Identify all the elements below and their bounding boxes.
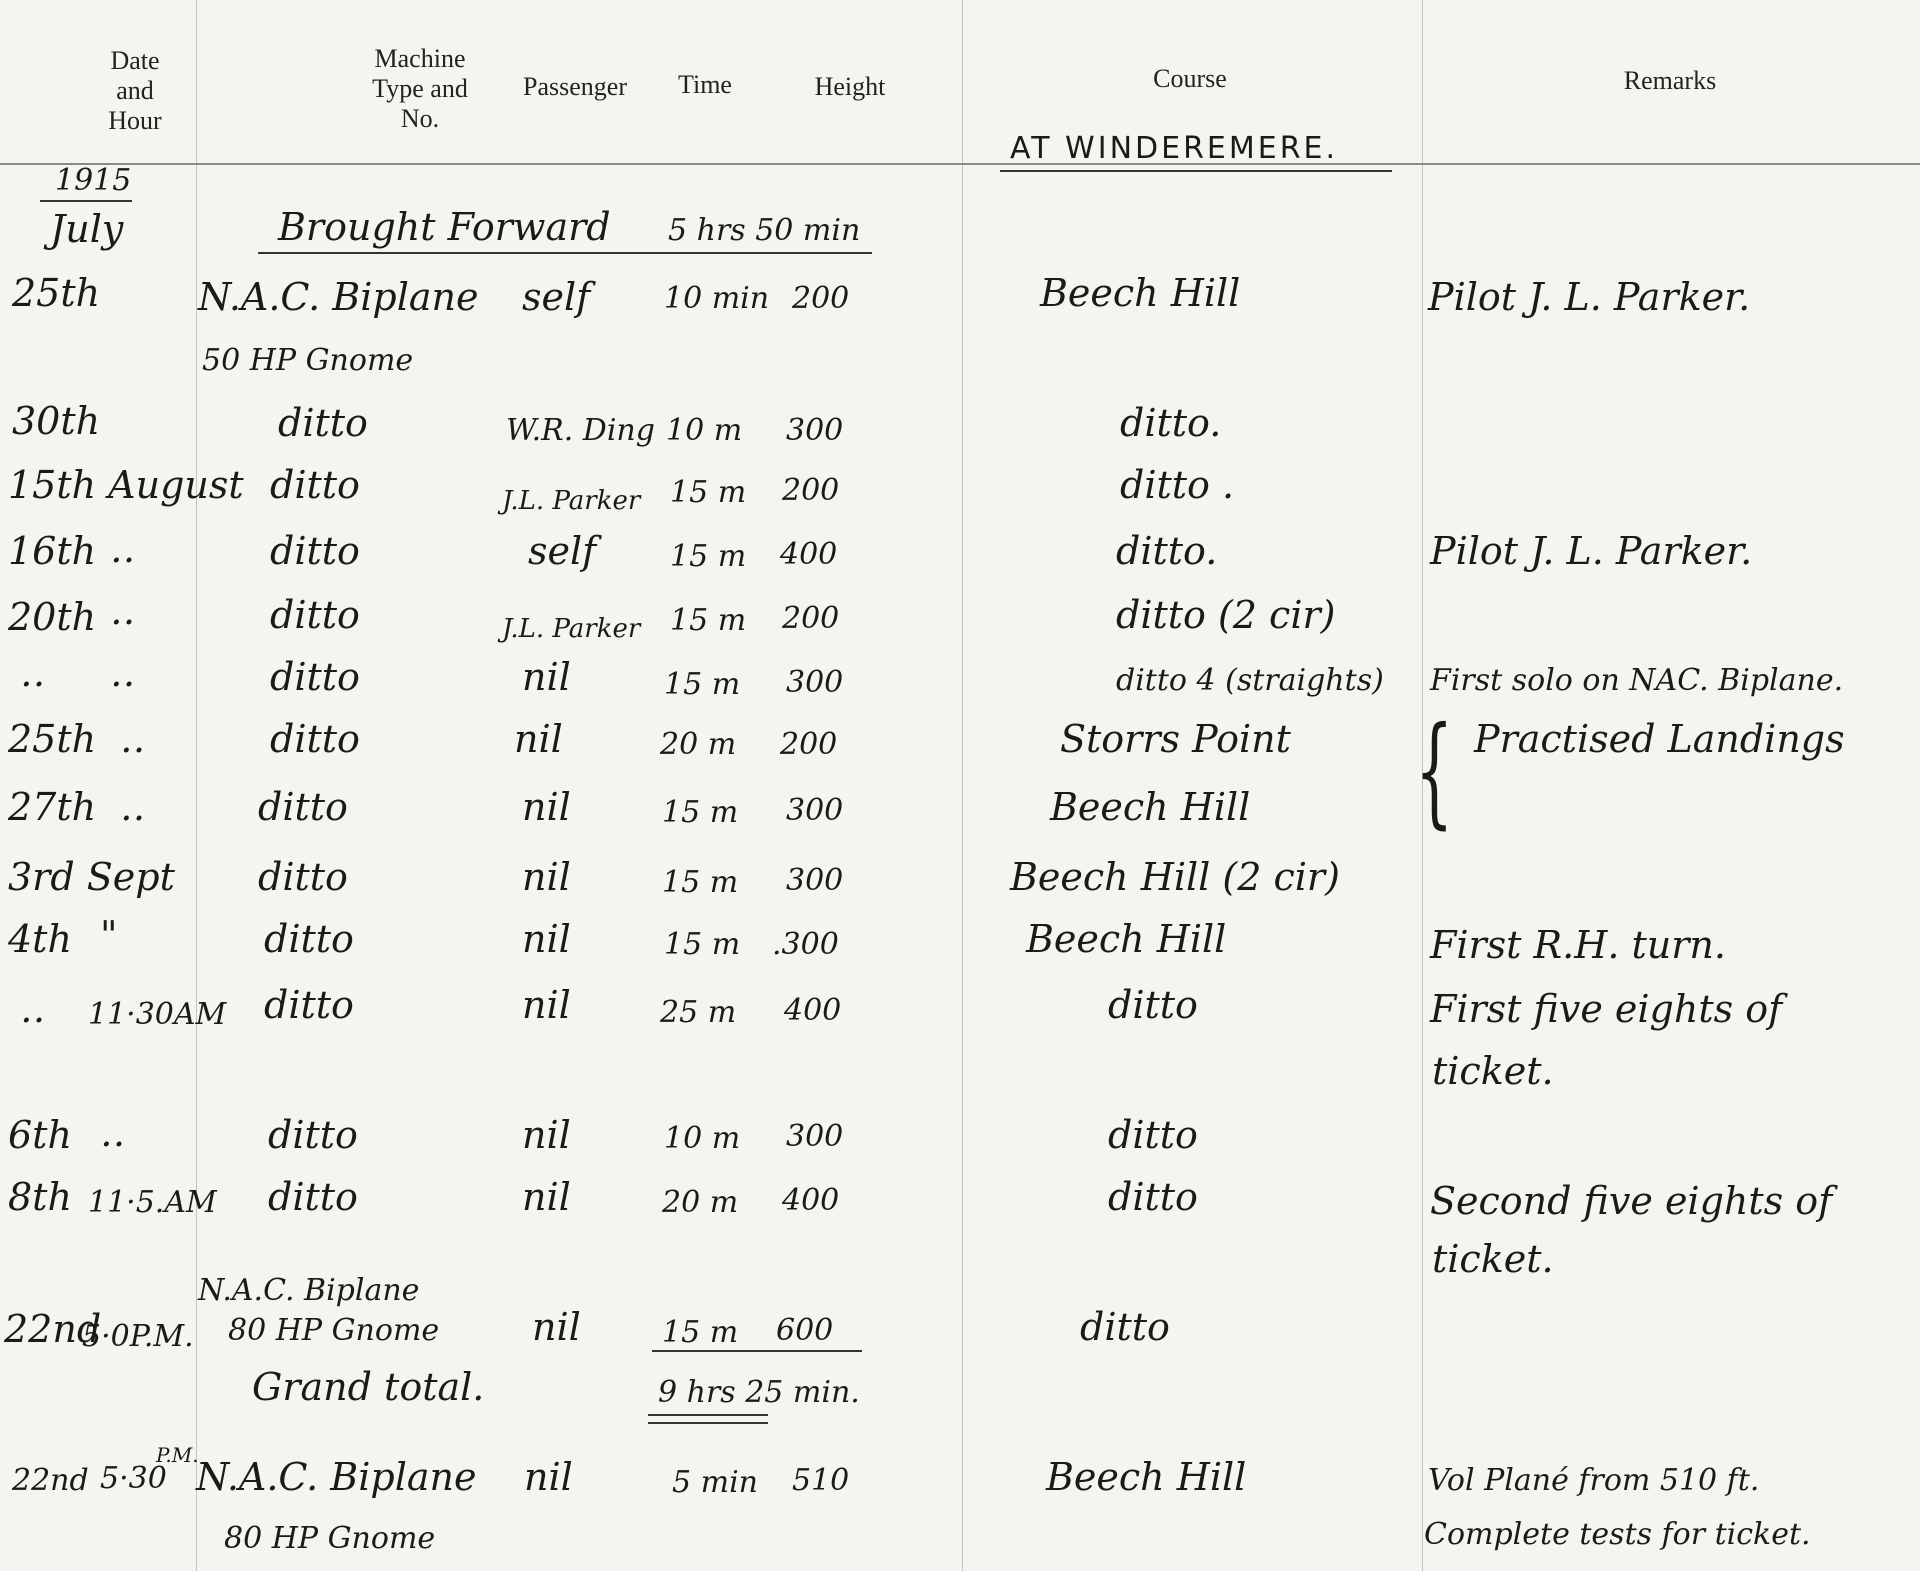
row-6-remarks: First solo on NAC. Biplane. <box>1430 663 1844 698</box>
row-4-remarks: Pilot J. L. Parker. <box>1430 529 1753 573</box>
row-13-passenger: nil <box>522 1175 571 1219</box>
row-12-hour: ‥ <box>100 1111 126 1155</box>
row-4-hour: ‥ <box>110 527 136 571</box>
row-5-course: ditto (2 cir) <box>1116 593 1336 637</box>
time-sum-underline <box>652 1350 862 1352</box>
row-3-machine: ditto <box>270 463 360 507</box>
row-2-machine: ditto <box>278 401 368 445</box>
row-9-date: 3rd Sept <box>8 855 175 899</box>
row-7-passenger: nil <box>514 717 563 761</box>
row-6-course: ditto 4 (straights) <box>1116 663 1384 698</box>
row-1-time: 10 min <box>664 281 770 316</box>
row-8-hour: ‥ <box>120 785 146 829</box>
row-4-passenger: self <box>528 529 597 573</box>
final-row-date: 22nd <box>12 1463 89 1498</box>
row-3-time: 15 m <box>670 475 747 510</box>
column-divider-left <box>196 0 197 1571</box>
row-10-time: 15 m <box>664 927 741 962</box>
row-4-time: 15 m <box>670 539 747 574</box>
row-11-passenger: nil <box>522 983 571 1027</box>
row-2-height: 300 <box>786 413 844 448</box>
row-6-passenger: nil <box>522 655 571 699</box>
row-8-passenger: nil <box>522 785 571 829</box>
row-5-machine: ditto <box>270 593 360 637</box>
row-8-time: 15 m <box>662 795 739 830</box>
row-13-date: 8th <box>8 1175 72 1219</box>
header-remarks: Remarks <box>1623 66 1717 95</box>
row-10-date: 4th <box>8 917 72 961</box>
header-height: Height <box>814 72 886 101</box>
row-12-time: 10 m <box>664 1121 741 1156</box>
final-row-time: 5 min <box>672 1465 758 1500</box>
row-13-remarks: Second five eights of <box>1430 1179 1833 1223</box>
row-13-height: 400 <box>782 1183 840 1218</box>
row-8-date: 27th <box>8 785 97 829</box>
row-5-date: 20th <box>8 595 97 639</box>
row-10-course: Beech Hill <box>1026 917 1227 961</box>
brought-forward-underline <box>258 252 872 254</box>
row-12-date: 6th <box>8 1113 72 1157</box>
row-6-date: ‥ <box>20 651 46 695</box>
month-label: July <box>50 207 124 251</box>
row-1-course: Beech Hill <box>1040 271 1241 315</box>
row-10-passenger: nil <box>522 917 571 961</box>
header-date: Date and Hour <box>108 46 162 135</box>
row-7-remarks: Practised Landings <box>1474 717 1845 761</box>
row-13-time: 20 m <box>662 1185 739 1220</box>
row-9-passenger: nil <box>522 855 571 899</box>
row-13-course: ditto <box>1108 1175 1198 1219</box>
row-9-course: Beech Hill (2 cir) <box>1010 855 1340 899</box>
row-12-machine: ditto <box>268 1113 358 1157</box>
row-11-remarks-cont: ticket. <box>1432 1049 1554 1093</box>
row-1-machine: N.A.C. Biplane <box>198 275 479 319</box>
grand-total-double-rule-2 <box>648 1422 768 1424</box>
brought-forward-time: 5 hrs 50 min <box>668 213 861 248</box>
row-12-passenger: nil <box>522 1113 571 1157</box>
row-4-machine: ditto <box>270 529 360 573</box>
row-2-passenger: W.R. Ding <box>506 413 655 448</box>
final-row-pm: P.M. <box>156 1443 199 1467</box>
row-11-time: 25 m <box>660 995 737 1030</box>
header-divider <box>0 163 1920 165</box>
row-10-remarks: First R.H. turn. <box>1430 923 1726 967</box>
row-7-course: Storrs Point <box>1060 717 1291 761</box>
brought-forward-label: Brought Forward <box>278 205 611 249</box>
row-1-date: 25th <box>12 271 101 315</box>
row-6-machine: ditto <box>270 655 360 699</box>
row-14-hour: 5·0P.M. <box>82 1319 194 1354</box>
final-row-hour: 5·30 <box>100 1461 167 1496</box>
row-2-course: ditto. <box>1120 401 1222 445</box>
year-underline <box>40 200 132 202</box>
row-5-time: 15 m <box>670 603 747 638</box>
year-label: 1915 <box>55 163 132 198</box>
row-8-machine: ditto <box>258 785 348 829</box>
row-12-height: 300 <box>786 1119 844 1154</box>
row-5-passenger: J.L. Parker <box>502 614 641 644</box>
row-4-height: 400 <box>780 537 838 572</box>
row-3-passenger: J.L. Parker <box>502 486 641 516</box>
final-row-course: Beech Hill <box>1046 1455 1247 1499</box>
location-label: AT WINDEREMERE. <box>1010 131 1339 166</box>
final-row-remarks: Vol Plané from 510 ft. <box>1428 1463 1760 1498</box>
row-7-machine: ditto <box>270 717 360 761</box>
row-10-machine: ditto <box>264 917 354 961</box>
location-underline <box>1000 170 1392 172</box>
row-4-course: ditto. <box>1116 529 1218 573</box>
row-14-date: 22nd <box>4 1307 102 1351</box>
grand-total-double-rule-1 <box>648 1414 768 1416</box>
row-14-height: 600 <box>776 1313 834 1348</box>
row-6-hour: ‥ <box>110 651 136 695</box>
row-3-date: 15th August <box>8 463 244 507</box>
final-row-passenger: nil <box>524 1455 573 1499</box>
row-7-height: 200 <box>780 727 838 762</box>
row-5-hour: ‥ <box>110 589 136 633</box>
row-6-time: 15 m <box>664 667 741 702</box>
grand-total-time: 9 hrs 25 min. <box>658 1375 860 1410</box>
row-13-hour: 11·5.AM <box>88 1185 217 1220</box>
grand-total-label: Grand total. <box>252 1365 485 1409</box>
row-7-time: 20 m <box>660 727 737 762</box>
row-1-height: 200 <box>792 281 850 316</box>
column-divider-course <box>962 0 963 1571</box>
row-14-machine: N.A.C. Biplane <box>198 1273 420 1308</box>
row-8-height: 300 <box>786 793 844 828</box>
row-9-height: 300 <box>786 863 844 898</box>
row-11-date: ‥ <box>20 987 46 1031</box>
row-4-date: 16th <box>8 529 97 573</box>
row-11-machine: ditto <box>264 983 354 1027</box>
row-10-hour: " <box>100 913 118 957</box>
final-row-machine: N.A.C. Biplane <box>196 1455 477 1499</box>
row-3-course: ditto . <box>1120 463 1235 507</box>
final-row-machine-engine: 80 HP Gnome <box>224 1521 436 1556</box>
row-8-course: Beech Hill <box>1050 785 1251 829</box>
row-13-remarks-cont: ticket. <box>1432 1237 1554 1281</box>
header-passenger: Passenger <box>523 72 627 101</box>
header-time: Time <box>678 70 732 99</box>
row-11-height: 400 <box>784 993 842 1028</box>
row-3-height: 200 <box>782 473 840 508</box>
header-machine: Machine Type and No. <box>372 44 468 133</box>
row-9-machine: ditto <box>258 855 348 899</box>
row-12-course: ditto <box>1108 1113 1198 1157</box>
row-2-time: 10 m <box>666 413 743 448</box>
header-course: Course <box>1153 64 1227 93</box>
final-row-height: 510 <box>792 1463 850 1498</box>
remarks-brace: { <box>1415 702 1454 841</box>
row-14-course: ditto <box>1080 1305 1170 1349</box>
row-14-machine-engine: 80 HP Gnome <box>228 1313 440 1348</box>
row-2-date: 30th <box>12 399 101 443</box>
row-6-height: 300 <box>786 665 844 700</box>
row-11-course: ditto <box>1108 983 1198 1027</box>
row-14-passenger: nil <box>532 1305 581 1349</box>
final-row-remarks-cont: Complete tests for ticket. <box>1424 1517 1811 1552</box>
row-9-time: 15 m <box>662 865 739 900</box>
row-10-height: .300 <box>772 927 839 962</box>
row-11-remarks: First five eights of <box>1430 987 1783 1031</box>
row-7-date: 25th <box>8 717 97 761</box>
row-14-time: 15 m <box>662 1315 739 1350</box>
row-7-hour: ‥ <box>120 717 146 761</box>
row-11-hour: 11·30AM <box>88 997 227 1032</box>
row-1-passenger: self <box>522 275 591 319</box>
row-13-machine: ditto <box>268 1175 358 1219</box>
row-1-machine-engine: 50 HP Gnome <box>202 343 414 378</box>
row-1-remarks: Pilot J. L. Parker. <box>1428 275 1751 319</box>
row-5-height: 200 <box>782 601 840 636</box>
